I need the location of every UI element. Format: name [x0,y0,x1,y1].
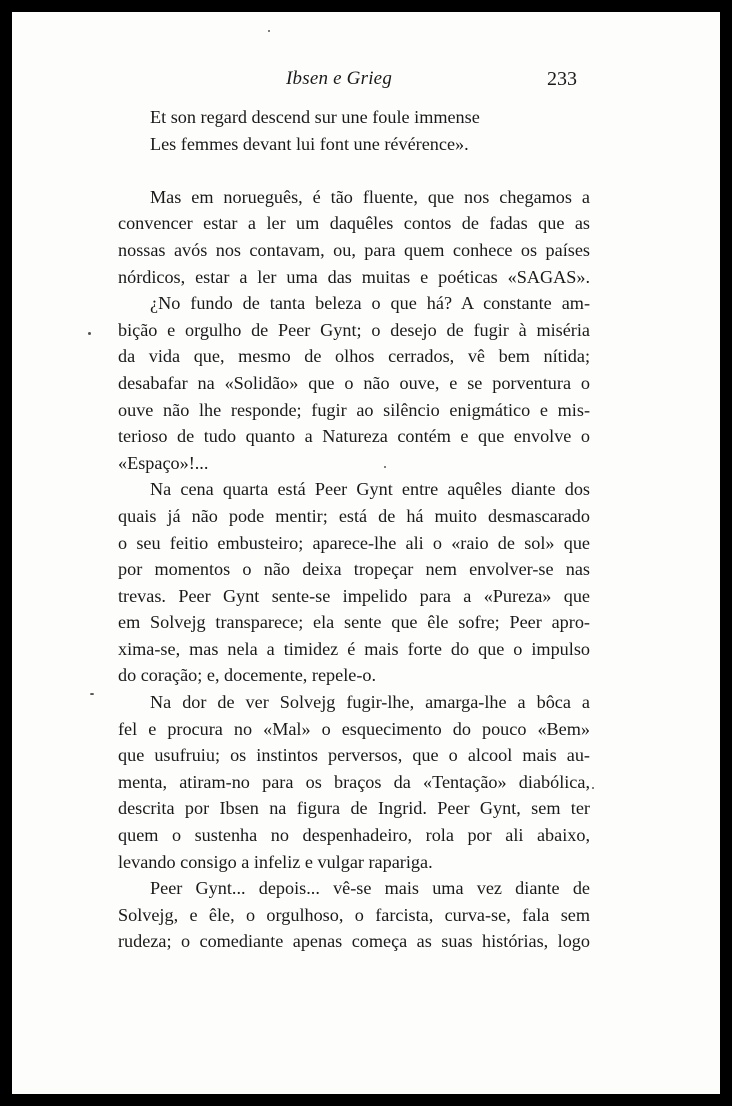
text-line: ¿No fundo de tanta beleza o que há? A constante am- [150,293,590,314]
scan-speck [90,693,94,695]
text-line: por momentos o não deixa tropeçar nem envolver-se nas [118,559,590,580]
paragraph-4 [118,689,590,875]
text-line: menta, atiram-no para os braços da «Tentação» diabólica, [118,771,590,792]
text-line: Solvejg, e êle, o orgulhoso, o farcista, curva-se, fala sem [118,904,590,925]
text-line: Na dor de ver Solvejg fugir-lhe, amarga-lhe a bôca a [150,692,590,713]
text-line: quais já não pode mentir; está de há muito desmascarado [118,505,590,526]
text-line: levando consigo a infeliz e vulgar rapariga. [118,851,433,872]
page-header [12,68,720,98]
text-line: da vida que, mesmo de olhos cerrados, vê bem nítida; [118,346,590,367]
text-line: trevas. Peer Gynt sente-se impelido para a «Pureza» que [118,585,590,606]
book-page [12,12,720,1094]
text-line: que usufruiu; os instintos perversos, que o alcool mais au- [118,745,590,766]
text-line: quem o sustenha no despenhadeiro, rola por ali abaixo, [118,825,590,846]
text-line: bição e orgulho de Peer Gynt; o desejo de fugir à miséria [118,319,590,340]
scan-speck [268,30,270,32]
text-line: Peer Gynt... depois... vê-se mais uma vez diante de [150,878,590,899]
text-line: fel e procura no «Mal» o esquecimento do pouco «Bem» [118,718,590,739]
text-line: descrita por Ibsen na figura de Ingrid. Peer Gynt, sem ter [118,798,590,819]
text-line: nórdicos, estar a ler uma das muitas e poéticas «SAGAS». [118,266,590,287]
paragraph-2 [118,290,590,476]
scan-speck [384,466,386,468]
text-line: terioso de tudo quanto a Natureza contém e que envolve o [118,426,590,447]
text-line: «Espaço»!... [118,452,209,473]
text-line: convencer estar a ler um daquêles contos de fadas que as [118,213,590,234]
paragraph-1 [118,184,590,290]
text-line: desabafar na «Solidão» que o não ouve, e se porventura o [118,372,590,393]
text-line: ouve não lhe responde; fugir ao silêncio enigmático e mis- [118,399,590,420]
text-line: do coração; e, docemente, repele-o. [118,665,377,686]
text-line: nossas avós nos contavam, ou, para quem conhece os países [118,239,590,260]
paragraph-gap [118,157,590,184]
scan-speck [592,787,594,789]
paragraph-3 [118,476,590,689]
text-line: rudeza; o comediante apenas começa as suas histórias, logo [118,931,590,952]
page-number: 233 [547,68,577,90]
paragraph-5 [118,875,590,955]
running-title: Ibsen e Grieg [286,68,393,89]
body-text [118,104,590,955]
text-line: em Solvejg transparece; ela sente que êle sofre; Peer apro- [118,612,590,633]
quote-line: Les femmes devant lui font une révérence». [150,133,469,154]
text-line: o seu feitio embusteiro; aparece-lhe ali o «raio de sol» que [118,532,590,553]
text-line: Na cena quarta está Peer Gynt entre aquêles diante dos [150,479,590,500]
text-line: Mas em norueguês, é tão fluente, que nos chegamos a [150,186,590,207]
quote-line: Et son regard descend sur une foule immense [150,107,480,127]
scan-speck [88,332,91,335]
text-line: xima-se, mas nela a timidez é mais forte do que o impulso [118,638,590,659]
